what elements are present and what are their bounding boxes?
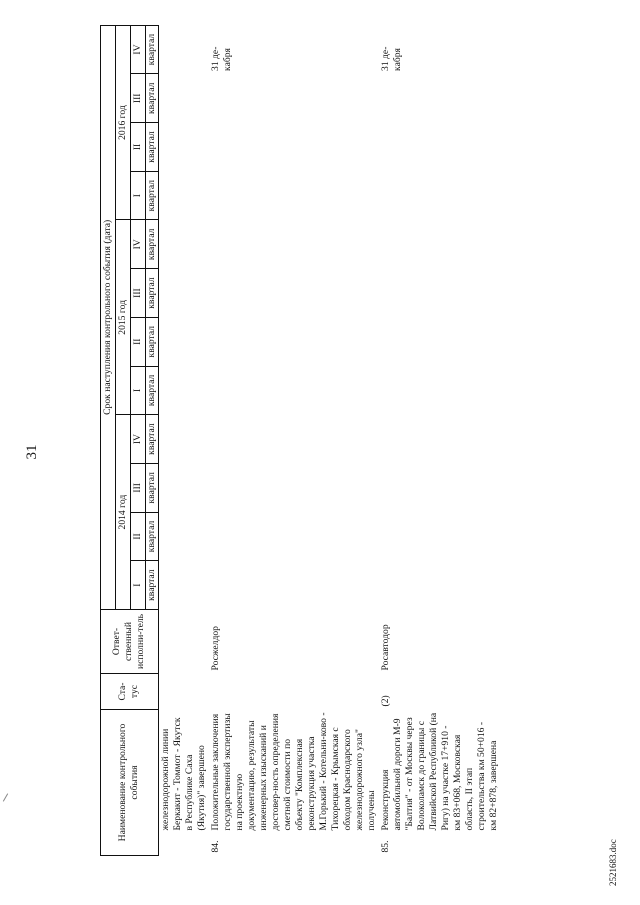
- quarter-label: квартал: [145, 269, 158, 318]
- table-body: [158, 25, 500, 855]
- quarter-label: квартал: [145, 366, 158, 415]
- event-date: 31 де-кабря: [379, 46, 403, 71]
- quarter-label: квартал: [145, 317, 158, 366]
- event-name: железнодорожной линии Беркакит - Томмот - Якутск в Республике Саха (Якутия)" завершено: [159, 717, 207, 831]
- table-header: [101, 25, 159, 855]
- header-responsible: Ответ-ственный исполни-тель: [101, 610, 159, 674]
- row-number: [158, 834, 208, 856]
- quarter-numeral: II: [130, 512, 145, 561]
- event-responsible: Росавтодор: [379, 624, 391, 671]
- quarter-numeral: I: [130, 171, 145, 220]
- quarter-numeral: IV: [130, 25, 145, 74]
- quarter-numeral: IV: [130, 415, 145, 464]
- event-status: [158, 674, 208, 710]
- header-year-2015: 2015 год: [115, 220, 130, 415]
- header-year-2014: 2014 год: [115, 415, 130, 610]
- event-responsible: [158, 610, 208, 674]
- quarter-numeral: II: [130, 123, 145, 172]
- header-name: Наименование контрольного события: [101, 710, 159, 856]
- event-date: [158, 25, 208, 74]
- event-responsible: Росжелдор: [209, 626, 221, 671]
- quarter-label: квартал: [145, 25, 158, 74]
- quarter-numeral: III: [130, 74, 145, 123]
- document-id: 2521683.doc: [608, 839, 618, 886]
- event-name: Положительные заключения государственной экспертизы на проектную документацию, результаты инженерных изысканий и достовер-ность определения сметной стоимости по объекту "Комплексная реконструкция участка М.Горький - Котельни-ково - Тихорецкая - Крымская с обходом Краснодарского железнодорожного узла" получены: [209, 712, 377, 831]
- quarter-label: квартал: [145, 463, 158, 512]
- quarter-numeral: I: [130, 366, 145, 415]
- scan-mark: [3, 793, 8, 801]
- table-row: [209, 25, 379, 855]
- quarter-numeral: II: [130, 317, 145, 366]
- quarter-label: квартал: [145, 220, 158, 269]
- table-row: [158, 25, 208, 855]
- quarter-label: квартал: [145, 415, 158, 464]
- header-status: Ста-тус: [101, 674, 159, 710]
- page-number: 31: [24, 444, 40, 460]
- event-status: (2): [379, 695, 391, 707]
- event-name: Реконструкция автомобильной дороги М-9 "Балтия" - от Москвы через Волоколамск до границы с Латвийской Республикой (на Ригу) на участке 17+910 - км 83+068, Московская область, II этап строительства км 50+016 - км 82+878, завершена: [379, 712, 499, 831]
- quarter-numeral: III: [130, 463, 145, 512]
- event-date: 31 де-кабря: [209, 46, 233, 71]
- quarter-label: квартал: [145, 74, 158, 123]
- control-events-table: [100, 25, 501, 856]
- quarter-label: квартал: [145, 171, 158, 220]
- event-status: [209, 674, 379, 710]
- quarter-numeral: IV: [130, 220, 145, 269]
- header-year-2016: 2016 год: [115, 25, 130, 220]
- quarter-label: квартал: [145, 512, 158, 561]
- quarter-numeral: I: [130, 561, 145, 610]
- row-number: 85.: [379, 840, 391, 853]
- quarter-numeral: III: [130, 269, 145, 318]
- row-number: 84.: [209, 840, 221, 853]
- quarter-label: квартал: [145, 561, 158, 610]
- document-page: [0, 12, 640, 892]
- header-deadline: Срок наступления контрольного события (дата): [101, 25, 116, 609]
- quarter-label: квартал: [145, 123, 158, 172]
- table-row: [379, 25, 501, 855]
